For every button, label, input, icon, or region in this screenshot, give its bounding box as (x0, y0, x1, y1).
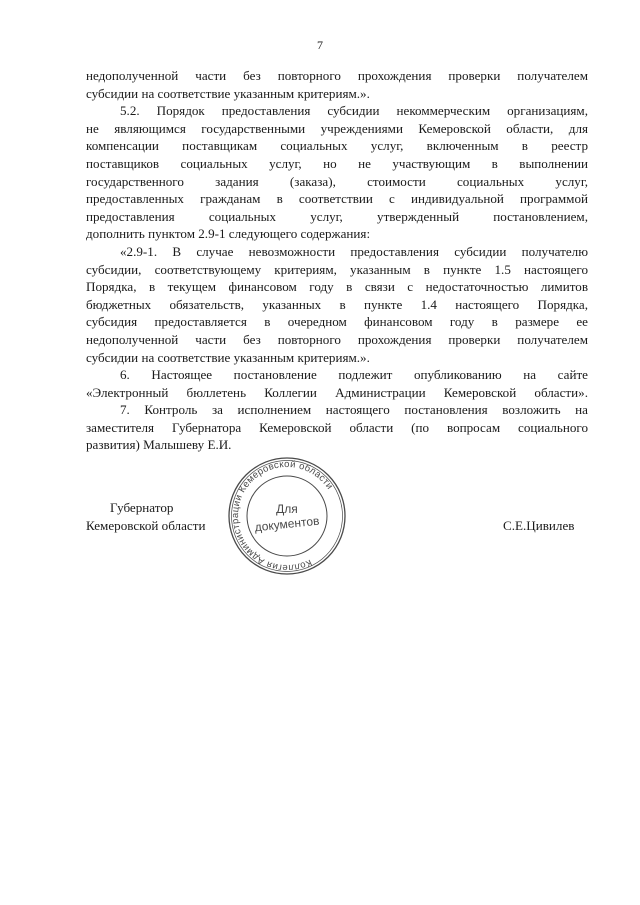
body-line: субсидии, соответствующему критериям, указанным в пункте 1.5 настоящего (86, 261, 588, 277)
seal-ring-text: Коллегия Администрации Кемеровской области (229, 458, 336, 574)
body-line: 7. Контроль за исполнением настоящего постановления возложить на (120, 402, 588, 418)
seal-center-line2: документов (254, 513, 320, 535)
body-line: заместителя Губернатора Кемеровской области (по вопросам социального (86, 419, 588, 435)
body-line: субсидия предоставляется в очередном финансовом году в размере ее (86, 314, 588, 330)
document-body (86, 67, 588, 454)
body-line: недополученной части без повторного прохождения проверки получателем (86, 331, 588, 347)
body-line: субсидии на соответствие указанным критериям.». (86, 349, 370, 365)
body-line: 5.2. Порядок предоставления субсидии некоммерческим организациям, (120, 103, 588, 119)
body-line: государственного задания (заказа), стоимости социальных услуг, (86, 173, 588, 189)
body-line: субсидии на соответствие указанным критериям.». (86, 85, 370, 101)
seal-center-line1: Для (276, 502, 298, 516)
body-line: 6. Настоящее постановление подлежит опубликованию на сайте (120, 367, 588, 383)
body-line: дополнить пунктом 2.9-1 следующего содержания: (86, 226, 371, 242)
body-line: «2.9-1. В случае невозможности предоставления субсидии получателю (120, 243, 588, 259)
signatory-name: С.Е.Цивилев (503, 518, 575, 533)
body-line: недополученной части без повторного прохождения проверки получателем (86, 68, 588, 83)
body-line: не являющимся государственными учреждениями Кемеровской области, для (86, 120, 588, 136)
body-line: Порядка, в текущем финансовом году в связи с недостаточностью лимитов (86, 279, 588, 295)
signatory-title: Губернатор (110, 500, 174, 515)
body-line: развития) Малышеву Е.И. (86, 437, 232, 453)
body-line: предоставленных гражданам в соответствии с индивидуальной программой (86, 191, 588, 207)
signatory-region: Кемеровской области (86, 518, 206, 533)
body-line: предоставления социальных услуг, утвержденный постановлением, (86, 208, 588, 224)
seal-graphic (226, 455, 348, 577)
official-seal (226, 455, 348, 577)
body-line: поставщиков социальных услуг, но не участвующим в выполнении (86, 155, 588, 171)
body-line: «Электронный бюллетень Коллегии Администрации Кемеровской области». (86, 384, 588, 400)
body-line: компенсации поставщикам социальных услуг, включенным в реестр (86, 138, 588, 154)
page-number: 7 (317, 38, 323, 52)
body-line: бюджетных обязательств, указанных в пункте 1.4 настоящего Порядка, (86, 296, 588, 312)
